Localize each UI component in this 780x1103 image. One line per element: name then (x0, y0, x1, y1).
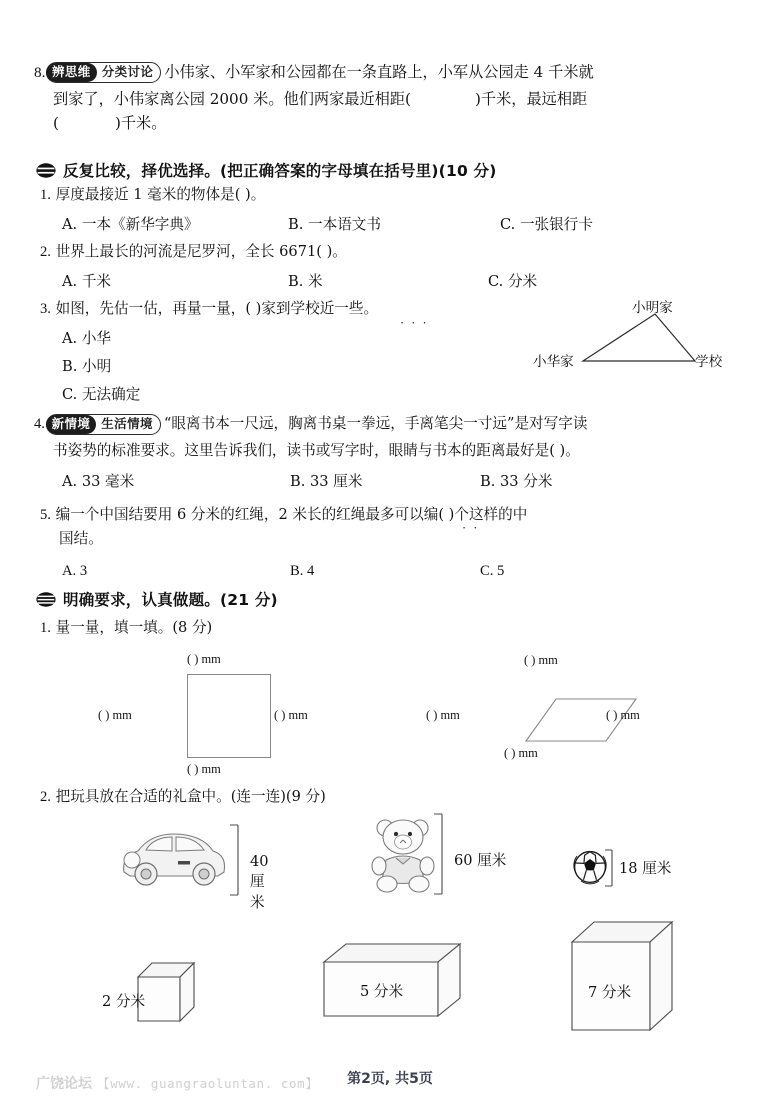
s2q4-option-b-text: 33 厘米 (310, 473, 363, 490)
circle-two-bars-icon (36, 163, 56, 178)
question-8-line-2a: 到家了，小伟家离公园 2000 米。他们两家最近相距( (53, 90, 411, 108)
s2q2-option-b[interactable] (288, 273, 323, 291)
triangle-distance-diagram (533, 298, 760, 378)
square-shape (187, 674, 271, 758)
s2q5-number: 5. (40, 507, 51, 523)
s2q5-option-c[interactable] (480, 562, 504, 580)
s2q5-option-a-label: A. (62, 563, 77, 579)
s2q3-option-b[interactable] (62, 358, 111, 376)
gift-box-small-label: 2 分米 (102, 993, 146, 1010)
watermark-url: 【www. guangraoluntan. com】 (97, 1076, 319, 1091)
question-8-line-3b: )千米。 (114, 114, 167, 133)
emphasis-dots-q3: · · · (400, 316, 429, 330)
section-3-title: 明确要求，认真做题。(21 分) (63, 591, 278, 609)
s2q1-option-c[interactable] (500, 216, 593, 234)
gift-box-tall-label: 7 分米 (588, 984, 632, 1001)
s2q3-option-a-label: A. (62, 330, 78, 347)
s2q4-option-a[interactable] (62, 473, 134, 491)
gift-box-tall-icon (570, 918, 700, 1036)
s2q3-option-b-text: 小明 (82, 358, 112, 375)
footer-page-number: 第2页, 共5页 (347, 1071, 433, 1087)
parallelogram-shape (488, 666, 668, 786)
square-label-top: ( ) mm (187, 652, 221, 666)
square-label-bottom: ( ) mm (187, 762, 221, 776)
triangle-label-xiaohua: 小华家 (533, 354, 574, 370)
s2q3-option-a-text: 小华 (81, 330, 112, 347)
question-8-number: 8. (34, 63, 46, 81)
section3-question-2 (40, 790, 326, 805)
s3q1-stem: 量一量，填一填。(8 分) (55, 619, 213, 636)
gift-box-small (102, 955, 250, 1035)
parallelogram-label-bottom: ( ) mm (504, 746, 538, 760)
section2-question-5 (40, 508, 527, 546)
soccer-ball-icon (573, 850, 607, 884)
s2q5-option-a[interactable] (62, 562, 87, 580)
circle-three-bars-icon (36, 592, 56, 607)
s2q1-option-b[interactable] (288, 216, 381, 234)
s2q4-option-b-label: B. (290, 473, 306, 490)
s2q4-option-c-label: B. (480, 473, 496, 490)
s2q2-option-a[interactable] (62, 273, 111, 291)
s2q3-stem: 如图，先估一估，再量一量，( )家到学校近一些。 (55, 300, 379, 317)
s2q4-line-2: 书姿势的标准要求。这里告诉我们，读书或写字时，眼睛与书本的距离最好是( )。 (53, 442, 580, 459)
s2q1-option-a[interactable] (62, 216, 199, 234)
s2q2-option-a-label: A. (62, 273, 78, 290)
s2q1-option-b-text: 一本语文书 (308, 216, 381, 233)
emphasis-dots-q5: · · (462, 521, 480, 535)
s2q3-number: 3. (40, 301, 51, 317)
question-8-line-2b: )千米，最远相距 (474, 90, 588, 108)
triangle-label-school: 学校 (695, 354, 723, 370)
question-8-line-1: 小伟家、小军家和公园都在一条直路上，小军从公园走 4 千米就 (164, 62, 594, 81)
s2q4-line-1: “眼离书本一尺远，胸离书桌一拳远，手离笔尖一寸远”是对写字读 (163, 415, 588, 433)
s2q4-tag-primary: 新情境 (46, 415, 97, 434)
question-8 (34, 62, 594, 131)
triangle-label-xiaoming: 小明家 (632, 300, 673, 316)
s2q1-option-b-label: B. (288, 216, 304, 233)
section2-question-3 (40, 302, 378, 317)
s2q3-option-b-label: B. (62, 358, 78, 375)
s2q4-option-c[interactable] (480, 473, 552, 491)
s2q1-option-a-text: 一本《新华字典》 (81, 216, 199, 233)
teddy-bear-label: 60 厘米 (454, 852, 507, 869)
teddy-bear (368, 816, 538, 896)
toy-car (118, 826, 278, 911)
question-8-line-3a: ( (53, 114, 59, 133)
s2q3-option-c[interactable] (62, 386, 140, 404)
section3-question-1 (40, 621, 212, 636)
watermark-site-name: 广饶论坛 (36, 1076, 92, 1092)
s2q3-option-c-label: C. (62, 386, 78, 403)
s2q2-stem: 世界上最长的河流是尼罗河，全长 6671( )。 (55, 243, 347, 260)
toy-car-label: 40 厘米 (250, 853, 269, 911)
gift-box-wide (318, 938, 508, 1028)
s2q1-option-a-label: A. (62, 216, 78, 233)
question-8-tag (46, 62, 161, 83)
s2q5-option-b-label: B. (290, 563, 304, 579)
s2q5-option-b[interactable] (290, 562, 314, 580)
gift-box-tall (560, 916, 730, 1036)
s2q2-option-a-text: 千米 (81, 273, 112, 290)
teddy-bear-icon (368, 816, 438, 894)
toy-car-icon (118, 826, 230, 892)
s2q3-option-c-text: 无法确定 (81, 386, 141, 403)
s2q1-option-c-text: 一张银行卡 (519, 216, 593, 233)
soccer-ball (573, 850, 743, 900)
gift-box-wide-label: 5 分米 (360, 983, 404, 1000)
s2q2-option-b-label: B. (288, 273, 304, 290)
s2q4-option-a-label: A. (62, 473, 78, 490)
s2q3-option-a[interactable] (62, 330, 111, 348)
s3q1-number: 1. (40, 620, 51, 636)
s2q1-option-c-label: C. (500, 216, 516, 233)
square-measure-figure (90, 652, 420, 792)
s2q4-option-c-text: 33 分米 (500, 473, 553, 490)
soccer-ball-label: 18 厘米 (619, 860, 672, 877)
section-3-header (36, 588, 278, 610)
parallelogram-label-top: ( ) mm (524, 653, 558, 667)
s2q4-option-a-text: 33 毫米 (81, 473, 135, 490)
s2q1-stem: 厚度最接近 1 毫米的物体是( )。 (55, 186, 266, 203)
s2q2-number: 2. (40, 244, 51, 260)
section2-question-1 (40, 188, 265, 203)
s2q4-option-b[interactable] (290, 473, 362, 491)
s2q5-option-b-text: 4 (307, 563, 315, 579)
parallelogram-label-right: ( ) mm (606, 708, 640, 722)
s2q1-number: 1. (40, 187, 51, 203)
s2q2-option-b-text: 米 (308, 273, 323, 290)
s2q5-option-c-text: 5 (497, 563, 505, 579)
s3q2-stem: 把玩具放在合适的礼盒中。(连一连)(9 分) (55, 788, 326, 805)
s2q2-option-c-text: 分米 (507, 273, 538, 290)
parallelogram-measure-figure (420, 652, 750, 792)
s2q4-tag-secondary: 生活情境 (101, 416, 153, 432)
s2q5-line-1: 编一个中国结要用 6 分米的红绳，2 米长的红绳最多可以编( )个这样的中 (55, 506, 528, 523)
toy-car-dimension-bracket (228, 823, 248, 899)
gift-box-small-icon (136, 959, 206, 1031)
question-8-tag-secondary: 分类讨论 (101, 64, 154, 80)
s2q5-option-a-text: 3 (79, 563, 88, 579)
section2-question-4 (34, 414, 587, 459)
teddy-bear-dimension-bracket (432, 812, 452, 898)
section-2-title: 反复比较，择优选择。(把正确答案的字母填在括号里)(10 分) (63, 162, 497, 180)
section-2-header (36, 159, 497, 181)
s2q4-number: 4. (34, 416, 45, 433)
question-8-tag-primary: 辨思维 (46, 63, 97, 82)
s2q2-option-c-label: C. (488, 273, 504, 290)
parallelogram-label-left: ( ) mm (426, 708, 460, 722)
s2q5-line-2: 国结。 (59, 529, 103, 547)
square-label-right: ( ) mm (274, 708, 308, 722)
s3q2-number: 2. (40, 789, 51, 805)
s2q2-option-c[interactable] (488, 273, 537, 291)
square-label-left: ( ) mm (98, 708, 132, 722)
section2-question-2 (40, 245, 347, 260)
s2q5-option-c-label: C. (480, 563, 494, 579)
watermark (36, 1073, 318, 1093)
s2q4-tag (46, 414, 161, 435)
